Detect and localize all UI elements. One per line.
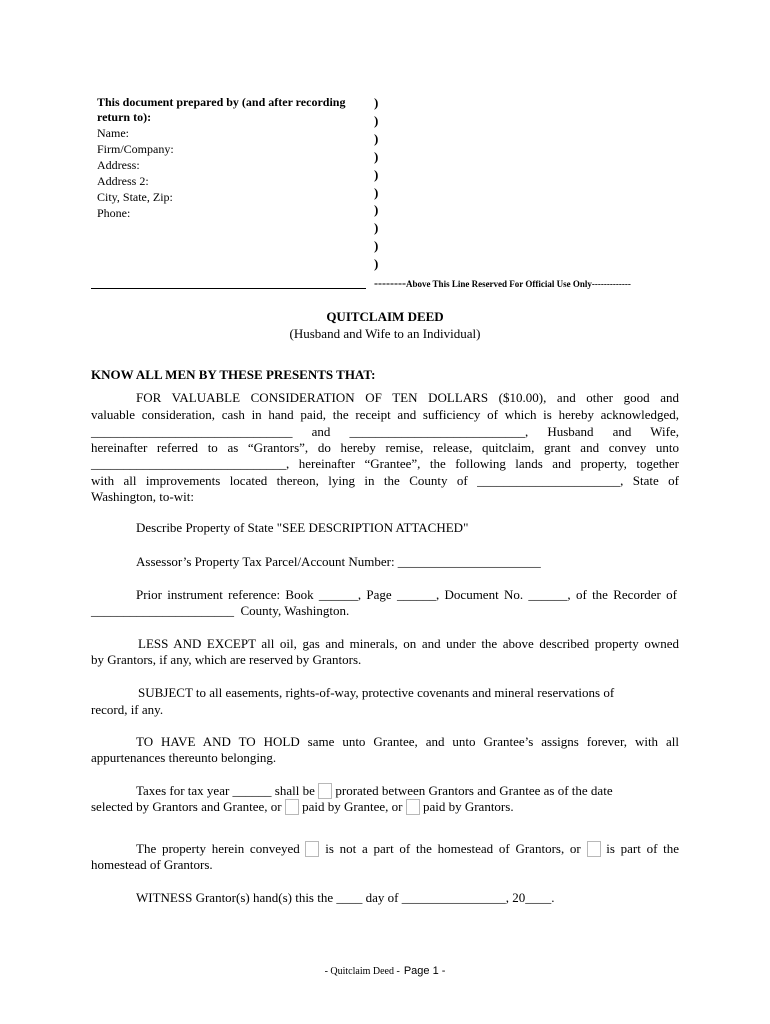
consideration-line: FOR VALUABLE CONSIDERATION OF TEN DOLLARS ($10.00), and other good and bbox=[136, 390, 679, 405]
prior-instrument-line: Prior instrument reference: Book ______, Page ______, Document No. ______, of the Recorder of bbox=[136, 587, 677, 602]
bracket: ) bbox=[374, 112, 379, 128]
property-description: Describe Property of State "SEE DESCRIPTION ATTACHED" bbox=[136, 520, 469, 535]
official-use-dashes: -------- bbox=[374, 276, 406, 290]
intro-heading: KNOW ALL MEN BY THESE PRESENTS THAT: bbox=[91, 367, 376, 382]
bracket: ) bbox=[374, 220, 379, 236]
homestead-text: is part of the bbox=[606, 841, 680, 856]
parcel-number-line: Assessor’s Property Tax Parcel/Account Number: ______________________ bbox=[136, 554, 541, 569]
official-use-notice bbox=[374, 276, 631, 291]
homestead-text: The property herein conveyed bbox=[136, 841, 300, 856]
preparer-phone-label: Phone: bbox=[97, 206, 131, 220]
consideration-grantee-line: ______________________________, hereinafter “Grantee”, the following lands and property, together bbox=[91, 456, 679, 471]
recording-divider-line bbox=[91, 288, 366, 289]
consideration-line: valuable consideration, cash in hand paid, the receipt and sufficiency of which is hereby acknowledged, bbox=[91, 407, 679, 422]
consideration-grantor-names-line: _______________________________ and ___________________________, Husband and Wife, bbox=[91, 424, 679, 439]
homestead-line: homestead of Grantors. bbox=[91, 857, 213, 872]
preparer-address2-label: Address 2: bbox=[97, 174, 149, 188]
official-use-text: Above This Line Reserved For Official Use Only------------- bbox=[405, 279, 631, 289]
bracket: ) bbox=[374, 256, 379, 272]
footer-page-number: Page 1 - bbox=[403, 965, 446, 977]
is-homestead-checkbox[interactable] bbox=[587, 841, 601, 857]
consideration-county-line: with all improvements located thereon, lying in the County of ______________________, State of bbox=[91, 473, 679, 488]
footer-document-name: - Quitclaim Deed - bbox=[324, 966, 400, 977]
subject-to-line: SUBJECT to all easements, rights-of-way, protective covenants and mineral reservations of bbox=[138, 685, 615, 700]
prorated-checkbox[interactable] bbox=[318, 783, 332, 799]
not-homestead-checkbox[interactable] bbox=[305, 841, 319, 857]
preparer-heading-line2: return to): bbox=[97, 110, 152, 124]
taxes-text: prorated between Grantors and Grantee as of the date bbox=[335, 783, 613, 798]
less-and-except-line: by Grantors, if any, which are reserved by Grantors. bbox=[91, 652, 362, 667]
taxes-text: paid by Grantee, or bbox=[302, 799, 403, 814]
consideration-line: Washington, to-wit: bbox=[91, 489, 194, 504]
habendum-line: appurtenances thereunto belonging. bbox=[91, 750, 277, 765]
preparer-city-label: City, State, Zip: bbox=[97, 190, 173, 204]
taxes-line bbox=[91, 799, 514, 815]
bracket: ) bbox=[374, 130, 379, 146]
document-subtitle: (Husband and Wife to an Individual) bbox=[289, 326, 481, 341]
less-and-except-line: LESS AND EXCEPT all oil, gas and minerals, on and under the above described property owned bbox=[138, 636, 679, 651]
bracket: ) bbox=[374, 148, 379, 164]
preparer-name-label: Name: bbox=[97, 126, 129, 140]
taxes-text: paid by Grantors. bbox=[422, 799, 514, 814]
paid-by-grantors-checkbox[interactable] bbox=[406, 799, 420, 815]
bracket: ) bbox=[374, 238, 379, 254]
taxes-line bbox=[136, 783, 613, 799]
paid-by-grantee-checkbox[interactable] bbox=[285, 799, 299, 815]
bracket: ) bbox=[374, 202, 379, 218]
consideration-line: hereinafter referred to as “Grantors”, do hereby remise, release, quitclaim, grant and convey unto bbox=[91, 440, 679, 455]
witness-line: WITNESS Grantor(s) hand(s) this the ____ day of ________________, 20____. bbox=[136, 890, 555, 905]
subject-to-line: record, if any. bbox=[91, 702, 164, 717]
document-title: QUITCLAIM DEED bbox=[326, 309, 444, 324]
prior-instrument-county-line: ______________________ County, Washington. bbox=[91, 603, 350, 618]
taxes-text: Taxes for tax year ______ shall be bbox=[136, 783, 315, 798]
homestead-text: is not a part of the homestead of Grantors, or bbox=[325, 841, 581, 856]
bracket: ) bbox=[374, 166, 379, 182]
habendum-line: TO HAVE AND TO HOLD same unto Grantee, and unto Grantee’s assigns forever, with all bbox=[136, 734, 679, 749]
bracket-column bbox=[374, 94, 378, 273]
homestead-line bbox=[136, 841, 679, 857]
bracket: ) bbox=[374, 95, 379, 110]
preparer-heading-line1: This document prepared by (and after recording bbox=[97, 95, 346, 109]
preparer-firm-label: Firm/Company: bbox=[97, 142, 174, 156]
bracket: ) bbox=[374, 184, 379, 200]
taxes-text: selected by Grantors and Grantee, or bbox=[91, 799, 282, 814]
preparer-address-label: Address: bbox=[97, 158, 140, 172]
page-footer bbox=[0, 963, 770, 979]
